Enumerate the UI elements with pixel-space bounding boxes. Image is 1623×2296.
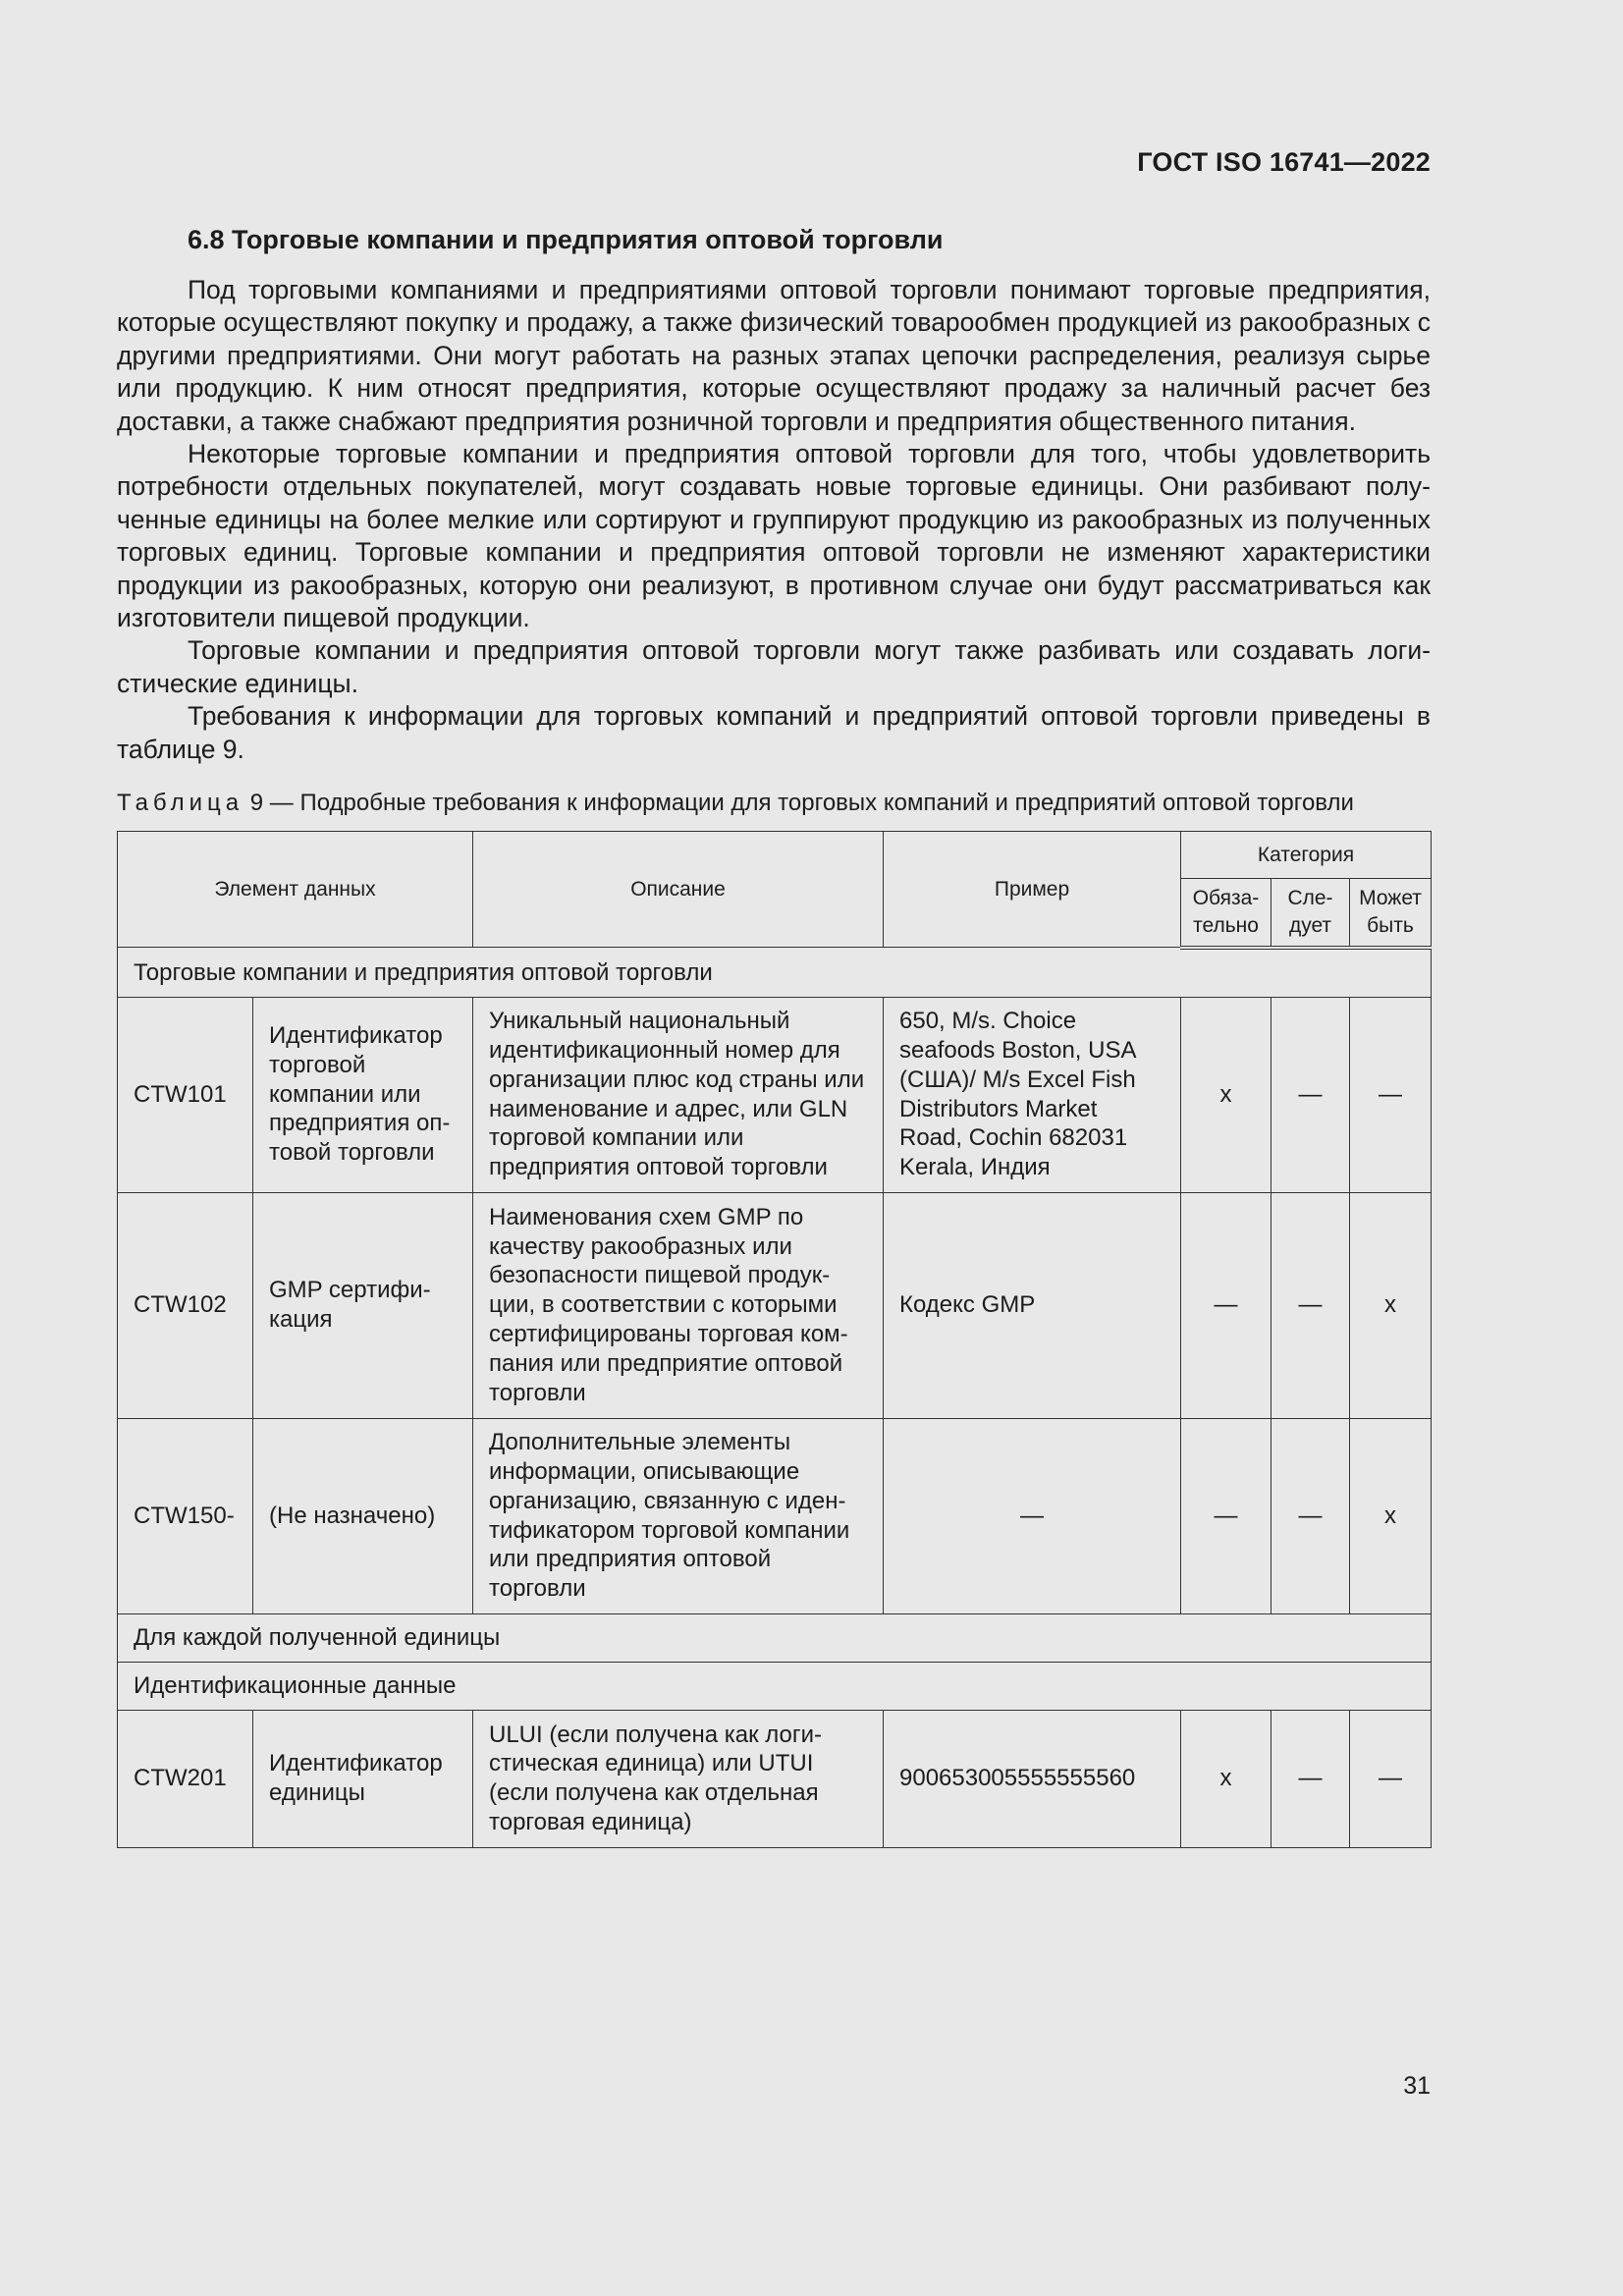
header-example: Пример (884, 832, 1181, 948)
row-should: — (1271, 1710, 1350, 1847)
table-header-row (118, 832, 1432, 879)
table-group-row (118, 1662, 1432, 1710)
paragraph: Некоторые торговые компании и предприятия оптовой торговли для того, чтобы удовлетворить потребности отдельных покупателей, могут создавать новые торговые единицы. Они разбивают полученные единицы на более мелкие или сортируют и группируют продукцию из ракообразных из полученных торговых единиц. Торговые компании и предприятия оптовой торговли не изменяют характеристики продукции из ракообразных, которую они реализуют, в противном случае они будут рассматриваться как изготовители пищевой продукции. (117, 439, 1431, 633)
row-mandatory: — (1181, 1192, 1271, 1418)
row-code: CTW102 (118, 1192, 253, 1418)
row-name: GMP сертификация (253, 1192, 473, 1418)
row-may: — (1350, 997, 1432, 1192)
table-caption-text: 9 — Подробные требования к информации для торговых компаний и предприятий оптовой торговли (243, 790, 1354, 817)
document-code: ГОСТ ISO 16741—2022 (1137, 147, 1431, 177)
header-mandatory: Обязательно (1181, 879, 1271, 948)
row-mandatory: x (1181, 1710, 1271, 1847)
section-title: 6.8 Торговые компании и предприятия оптовой торговли (188, 225, 944, 254)
paragraph: Требования к информации для торговых компаний и предприятий оптовой торговли приведены в таблице 9. (117, 701, 1431, 764)
table-caption (117, 788, 1431, 819)
row-example: Кодекс GMP (884, 1192, 1181, 1418)
table-group-row (118, 1613, 1432, 1662)
row-may: x (1350, 1418, 1432, 1613)
header-element: Элемент данных (118, 832, 473, 948)
header-may: Может быть (1350, 879, 1432, 948)
requirements-table (117, 831, 1432, 1848)
row-code: CTW150- (118, 1418, 253, 1613)
row-description: Дополнительные элементы информации, описывающие организацию, связанную с идентификатором торговой компании или предприятия оптовой торговли (473, 1418, 884, 1613)
group-label: Идентификационные данные (118, 1662, 1432, 1710)
row-example: 650, M/s. Choice seafoods Boston, USA (США)/ M/s Excel Fish Distributors Market Road, Cochin 682031 Kerala, Индия (884, 997, 1181, 1192)
row-code: CTW201 (118, 1710, 253, 1847)
table-row (118, 1710, 1432, 1847)
row-should: — (1271, 1192, 1350, 1418)
row-may: — (1350, 1710, 1432, 1847)
page-content (117, 222, 1431, 1848)
header-description: Описание (473, 832, 884, 948)
row-description: ULUI (если получена как логистическая единица) или UTUI (если получена как отдельная торговая единица) (473, 1710, 884, 1847)
paragraph: Под торговыми компаниями и предприятиями оптовой торговли понимают торговые предприятия, которые осуществляют покупку и продажу, а также физический товарообмен продукцией из ракообразных с другими предприятиями. Они могут работать на разных этапах цепочки распределения, реализуя сырье или продукцию. К ним относят предприятия, которые осуществляют продажу за наличный расчет без доставки, а также снабжают предприятия розничной торговли и предприятия общественного питания. (117, 275, 1431, 436)
paragraph: Торговые компании и предприятия оптовой торговли могут также разбивать или создавать логистические единицы. (117, 635, 1431, 698)
row-mandatory: — (1181, 1418, 1271, 1613)
row-name: Идентификатор торговой компании или предприятия оптовой торговли (253, 997, 473, 1192)
row-example: 900653005555555560 (884, 1710, 1181, 1847)
table-row (118, 997, 1432, 1192)
row-description: Уникальный национальный идентификационный номер для организации плюс код страны или наименование и адрес, или GLN торговой компании или предприятия оптовой торговли (473, 997, 884, 1192)
header-should: Следует (1271, 879, 1350, 948)
group-label: Для каждой полученной единицы (118, 1613, 1432, 1662)
table-row (118, 1192, 1432, 1418)
table-row (118, 1418, 1432, 1613)
row-example: — (884, 1418, 1181, 1613)
group-label: Торговые компании и предприятия оптовой торговли (118, 948, 1432, 998)
header-category: Категория (1181, 832, 1432, 879)
row-mandatory: x (1181, 997, 1271, 1192)
row-code: CTW101 (118, 997, 253, 1192)
row-name: (Не назначено) (253, 1418, 473, 1613)
page-number: 31 (1403, 2072, 1431, 2100)
row-description: Наименования схем GMP по качеству ракообразных или безопасности пищевой продукции, в соответствии с которыми сертифицированы торговая компания или предприятие оптовой торговли (473, 1192, 884, 1418)
row-name: Идентификатор единицы (253, 1710, 473, 1847)
row-may: x (1350, 1192, 1432, 1418)
table-caption-label: Таблица (117, 790, 244, 817)
table-group-row (118, 948, 1432, 998)
row-should: — (1271, 1418, 1350, 1613)
row-should: — (1271, 997, 1350, 1192)
